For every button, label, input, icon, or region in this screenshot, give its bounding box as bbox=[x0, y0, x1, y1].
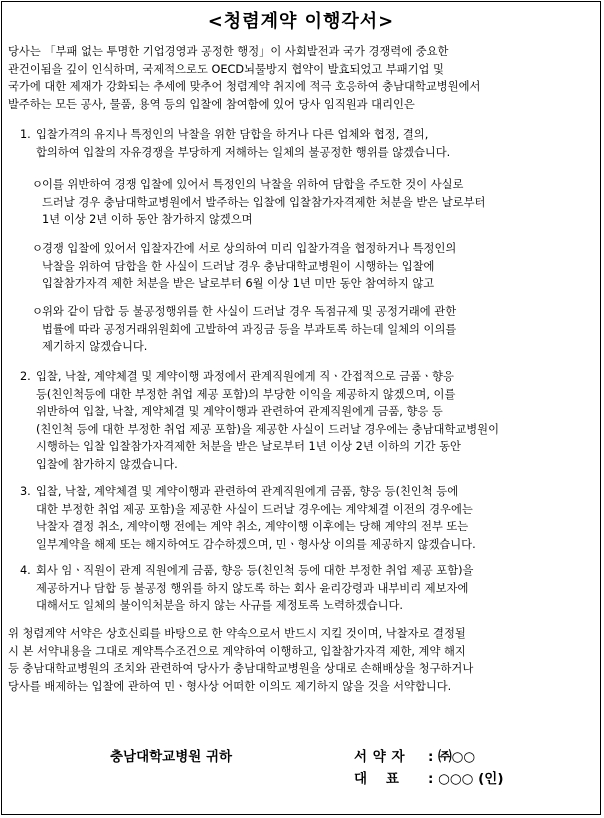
clause-1 bbox=[20, 126, 450, 161]
clause-line: 대한 부정한 취업 제공 포함)을 제공한 사실이 드러날 경우에는 계약체결 이전의 경우에는 bbox=[36, 502, 473, 516]
clause-line: 입찰, 낙찰, 계약체결 및 계약이행 과정에서 관계직원에게 직ㆍ간접적으로 금품ㆍ향응 bbox=[36, 370, 454, 383]
clause-number: 1. bbox=[20, 128, 31, 141]
clause-1-sub-1 bbox=[32, 176, 485, 229]
addressee: 충남대학교병원 귀하 bbox=[110, 749, 233, 765]
intro-line: 국가에 대한 제재가 강화되는 추세에 맞추어 청렴계약 취지에 적극 호응하여 충남대학교병원에서 bbox=[8, 80, 481, 93]
clause-line: 1년 이상 2년 이하 동안 참가하지 않겠으며 bbox=[42, 213, 253, 226]
clause-line: 위반하여 입찰, 낙찰, 계약체결 및 계약이행과 관련하여 관계직원에게 금품, 향응 등 bbox=[36, 405, 443, 418]
clause-line: (친인척 등에 대한 부정한 취업 제공 포함)을 제공한 사실이 드러날 경우에는 충남대학교병원이 bbox=[36, 422, 500, 436]
clause-number: 4. bbox=[20, 564, 31, 577]
representative-row bbox=[354, 768, 504, 790]
closing-line: 위 청렴계약 서약은 상호신뢰를 바탕으로 한 약속으로서 반드시 지킬 것이며, 낙찰자로 결정될 bbox=[8, 627, 466, 640]
clause-line: 일부계약을 해제 또는 해지하여도 감수하겠으며, 민ㆍ형사상 이의를 제공하지 않겠습니다. bbox=[36, 537, 476, 551]
clause-line: 입찰, 낙찰, 계약체결 및 계약이행과 관련하여 관계직원에게 금품, 향응 등(친인척 등에 bbox=[36, 485, 459, 498]
pledger-value: : ㈜○○ bbox=[428, 749, 476, 765]
clause-line: 낙찰을 위하여 담합을 한 사실이 드러날 경우 충남대학교병원이 시행하는 입찰에 bbox=[42, 259, 435, 273]
closing-paragraph bbox=[8, 625, 473, 695]
clause-4 bbox=[20, 562, 473, 615]
intro-line: 관건이됨을 깊이 인식하며, 국제적으로도 OECD뇌물방지 협약이 발효되었고 부패기업 및 bbox=[8, 62, 444, 76]
clause-line: 법률에 따라 공정거래위원회에 고발하여 과징금 등을 부과토록 하는데 일체의 이의를 bbox=[42, 322, 457, 336]
clause-line: 합의하여 입찰의 자유경쟁을 부당하게 저해하는 일체의 불공정한 행위를 않겠습니다. bbox=[36, 145, 451, 159]
clause-line: 대해서도 일체의 불이익처분을 하지 않는 사규를 제정토록 노력하겠습니다. bbox=[36, 599, 404, 612]
intro-line: 발주하는 모든 공사, 물품, 용역 등의 입찰에 참여함에 있어 당사 임직원과 대리인은 bbox=[8, 97, 415, 111]
clause-line: 시행하는 입찰 입찰참가자격제한 처분을 받은 날로부터 1년 이상 2년 이하의 기간 동안 bbox=[36, 440, 461, 453]
pledger-row bbox=[354, 746, 504, 768]
clause-2 bbox=[20, 368, 499, 473]
bullet-mark: ㅇ bbox=[32, 178, 43, 191]
bullet-mark: ㅇ bbox=[32, 305, 43, 318]
closing-line: 등 충남대학교병원의 조치와 관련하여 당사가 충남대학교병원을 상대로 손해배상을 청구하거나 bbox=[8, 662, 474, 675]
clause-line: 드러날 경우 충남대학교병원에서 발주하는 입찰에 입찰참가자격제한 처분을 받은 날로부터 bbox=[42, 195, 486, 209]
clause-line: 제기하지 않겠습니다. bbox=[42, 340, 148, 353]
pledge-document bbox=[1, 1, 601, 815]
clause-line: 이를 위반하여 경쟁 입찰에 있어서 특정인의 낙찰을 위하여 담합을 주도한 것이 사실로 bbox=[42, 178, 464, 191]
clause-line: 입찰가격의 유지나 특정인의 낙찰을 위한 담합을 하거나 다른 업체와 협정, 결의, bbox=[36, 128, 429, 141]
representative-label: 대 표 bbox=[354, 771, 399, 787]
clause-line: 입찰에 참가하지 않겠습니다. bbox=[36, 457, 178, 471]
closing-line: 당사를 배제하는 입찰에 관하여 민ㆍ형사상 어떠한 이의도 제기하지 않을 것을 서약합니다. bbox=[8, 679, 452, 693]
clause-line: 회사 임ㆍ직원이 관계 직원에게 금품, 향응 등(친인척 등에 대한 부정한 취업 제공 포함)을 bbox=[36, 564, 474, 577]
clause-1-sub-2 bbox=[32, 240, 456, 293]
document-title: <청렴계약 이행각서> bbox=[207, 11, 395, 32]
intro-paragraph bbox=[8, 43, 480, 113]
signature-block bbox=[354, 746, 504, 790]
intro-line: 당사는 「부패 없는 투명한 기업경영과 공정한 행정」이 사회발전과 국가 경쟁력에 중요한 bbox=[8, 45, 449, 58]
clause-1-sub-3 bbox=[32, 303, 456, 356]
clause-number: 3. bbox=[20, 485, 31, 498]
pledger-label: 서 약 자 bbox=[354, 749, 406, 765]
clause-line: 경쟁 입찰에 있어서 입찰자간에 서로 상의하여 미리 입찰가격을 협정하거나 특정인의 bbox=[42, 242, 457, 255]
clause-line: 입찰참가자격 제한 처분을 받은 날로부터 6월 이상 1년 미만 동안 참여하지 않고 bbox=[42, 277, 435, 290]
clause-line: 낙찰자 결정 취소, 계약이행 전에는 계약 취소, 계약이행 이후에는 당해 계약의 전부 또는 bbox=[36, 520, 469, 533]
clause-line: 위와 같이 담합 등 불공정행위를 한 사실이 드러날 경우 독점규제 및 공정거래에 관한 bbox=[42, 305, 457, 318]
representative-value: : ○○○ (인) bbox=[428, 771, 504, 787]
clause-line: 제공하거나 담합 등 불공정 행위를 하지 않도록 하는 회사 윤리강령과 내부비리 제보자에 bbox=[36, 581, 469, 595]
clause-3 bbox=[20, 483, 476, 553]
clause-line: 등(친인척등에 대한 부정한 취업 제공 포함)의 부당한 이익을 제공하지 않겠으며, 이를 bbox=[36, 387, 456, 401]
clause-number: 2. bbox=[20, 370, 31, 383]
bullet-mark: ㅇ bbox=[32, 242, 43, 255]
closing-line: 시 본 서약내용을 그대로 계약특수조건으로 계약하여 이행하고, 입찰참가자격 제한, 계약 해지 bbox=[8, 644, 466, 658]
